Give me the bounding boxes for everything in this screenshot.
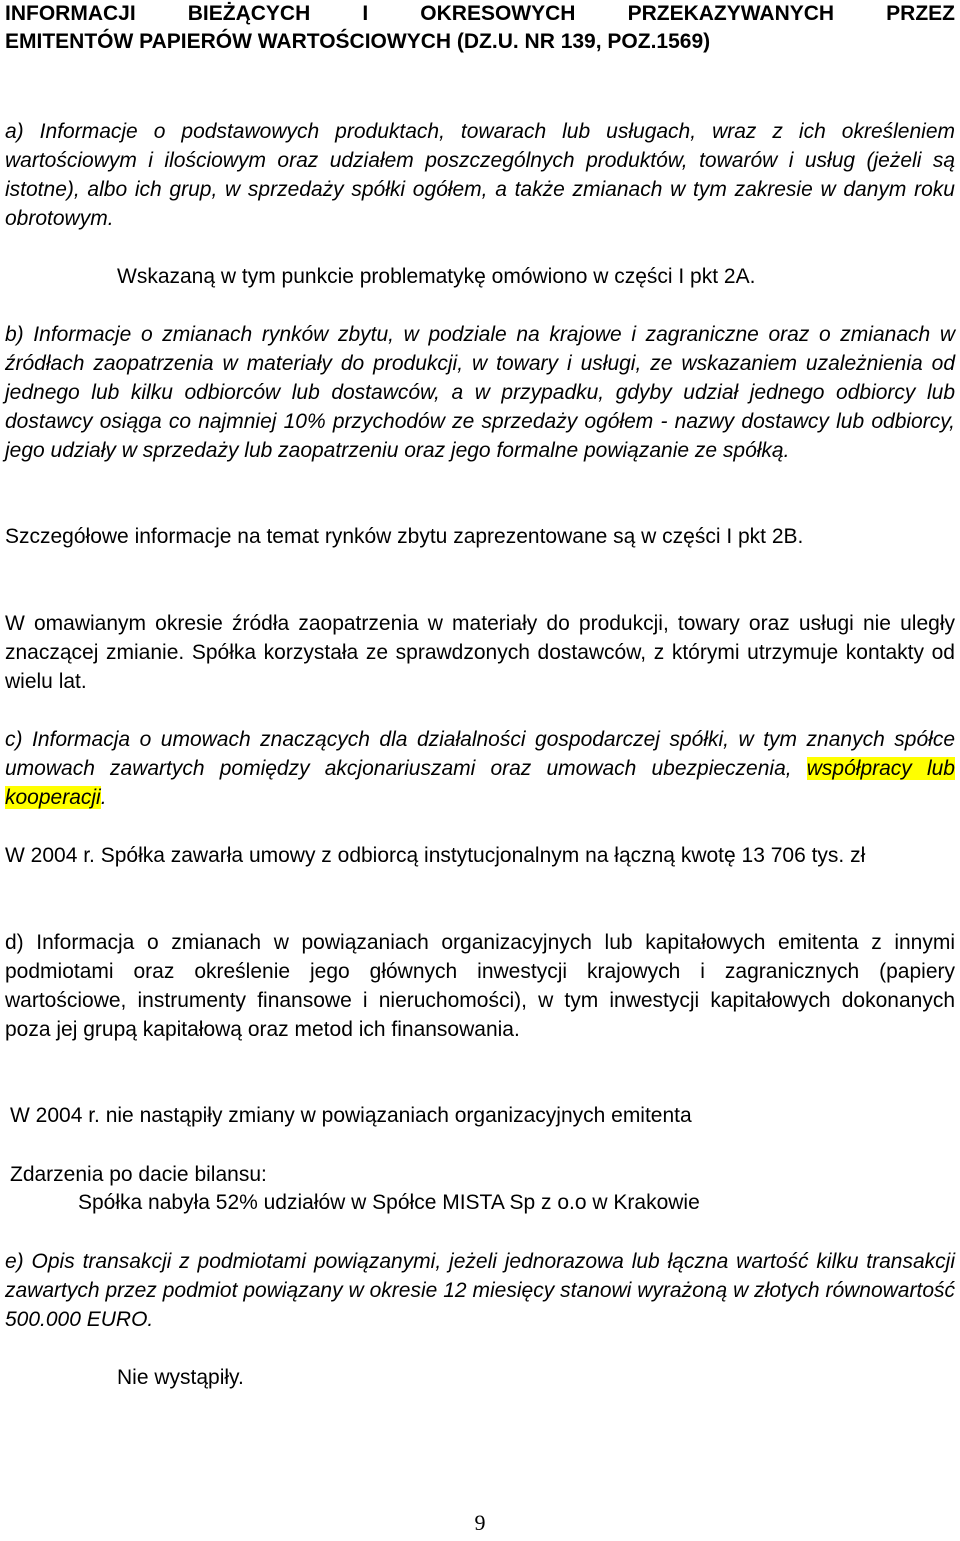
events-label: Zdarzenia po dacie bilansu: xyxy=(10,1163,267,1186)
section-e-answer: Nie wystąpiły. xyxy=(117,1366,244,1389)
section-a-answer: Wskazaną w tym punkcie problematykę omówiono w części I pkt 2A. xyxy=(117,265,756,288)
section-c-text xyxy=(5,725,955,812)
section-b-answer-1: Szczegółowe informacje na temat rynków zbytu zaprezentowane są w części I pkt 2B. xyxy=(5,525,804,548)
section-c-body: c) Informacja o umowach znaczących dla działalności gospodarczej spółki, w tym znanych spółce umowach zawartych pomiędzy akcjonariuszami oraz umowach ubezpieczenia, xyxy=(5,728,955,780)
heading-line-2: EMITENTÓW PAPIERÓW WARTOŚCIOWYCH (DZ.U. NR 139, POZ.1569) xyxy=(5,30,711,53)
section-d-answer: W 2004 r. nie nastąpiły zmiany w powiązaniach organizacyjnych emitenta xyxy=(10,1104,692,1127)
section-e-text: e) Opis transakcji z podmiotami powiązanymi, jeżeli jednorazowa lub łączna wartość kilku transakcji zawartych przez podmiot powiązany w okresie 12 miesięcy stanowi wyrażoną w złotych równowartość 500.000 EURO. xyxy=(5,1250,955,1331)
section-b-text: b) Informacje o zmianach rynków zbytu, w podziale na krajowe i zagraniczne oraz o zmianach w źródłach zaopatrzenia w materiały do produkcji, w towary i usługi, ze wskazaniem uzależnienia od jednego lub kilku odbiorców lub dostawców, a w przypadku, gdyby udział jednego odbiorcy lub dostawcy osiąga co najmniej 10% przychodów ze sprzedaży ogółem - nazwy dostawcy lub odbiorcy, jego udziały w sprzedaży lub zaopatrzeniu oraz jego formalne powiązanie ze spółką. xyxy=(5,323,955,462)
highlighted-phrase: współpracy lub kooperacji xyxy=(5,757,955,809)
section-a-text: a) Informacje o podstawowych produktach, towarach lub usługach, wraz z ich określeniem wartościowym i ilościowym oraz udziałem poszczególnych produktów, towarów i usług (jeżeli są istotne), albo ich grup, w sprzedaży spółki ogółem, a także zmianach w tym zakresie w danym roku obrotowym. xyxy=(5,120,955,230)
page-number: 9 xyxy=(474,1510,486,1535)
section-c-end: . xyxy=(100,786,107,809)
events-text: Spółka nabyła 52% udziałów w Spółce MISTA Sp z o.o w Krakowie xyxy=(78,1191,700,1214)
section-c-answer: W 2004 r. Spółka zawarła umowy z odbiorcą instytucjonalnym na łączną kwotę 13 706 tys. zł xyxy=(5,844,866,867)
heading-line-1: INFORMACJI BIEŻĄCYCH I OKRESOWYCH PRZEKAZYWANYCH PRZEZ xyxy=(5,2,955,25)
section-b-answer-2: W omawianym okresie źródła zaopatrzenia w materiały do produkcji, towary oraz usługi nie uległy znaczącej zmianie. Spółka korzystała ze sprawdzonych dostawców, z którymi utrzymuje kontakty od wielu lat. xyxy=(5,612,955,693)
section-d-text: d) Informacja o zmianach w powiązaniach organizacyjnych lub kapitałowych emitenta z innymi podmiotami oraz określenie jego głównych inwestycji krajowych i zagranicznych (papiery wartościowe, instrumenty finansowe i nieruchomości), w tym inwestycji kapitałowych dokonanych poza jej grupą kapitałową oraz metod ich finansowania. xyxy=(5,931,955,1041)
page-heading xyxy=(5,0,955,56)
